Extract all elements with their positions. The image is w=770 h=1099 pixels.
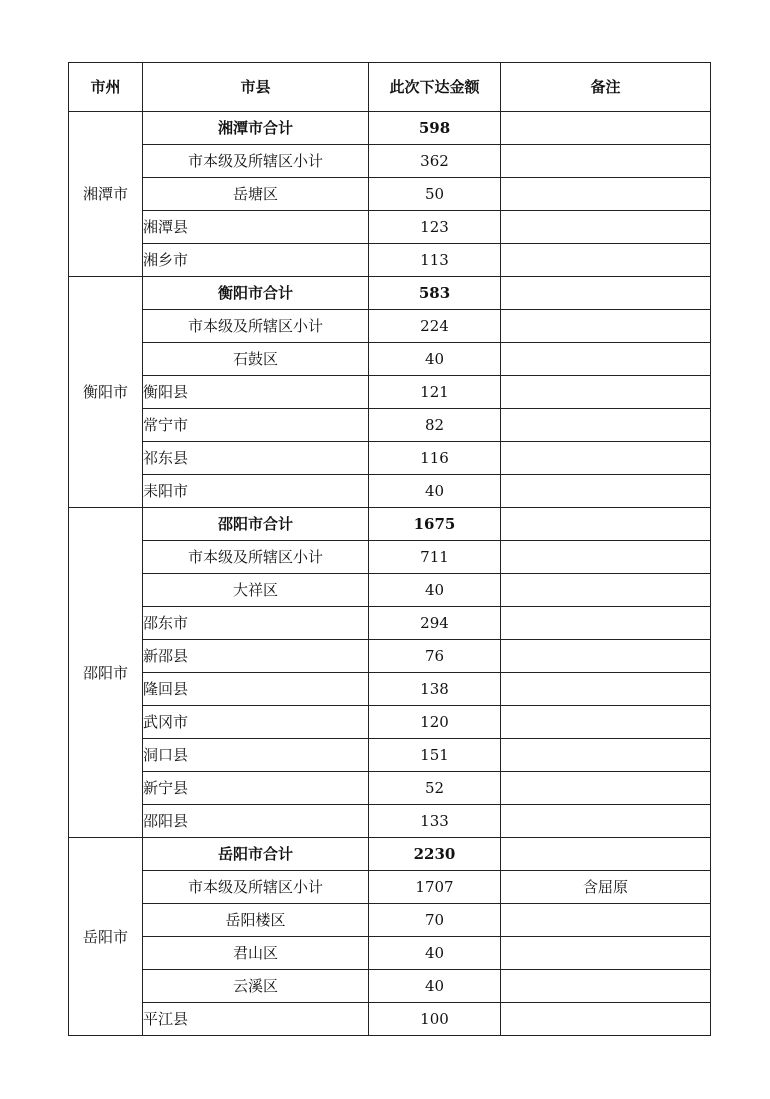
county-cell: 石鼓区 bbox=[143, 343, 369, 376]
amount-cell: 113 bbox=[369, 244, 501, 277]
county-total-cell: 湘潭市合计 bbox=[143, 112, 369, 145]
table-row bbox=[69, 112, 711, 145]
county-cell: 市本级及所辖区小计 bbox=[143, 310, 369, 343]
note-cell bbox=[501, 673, 711, 706]
county-cell: 新宁县 bbox=[143, 772, 369, 805]
table-row bbox=[69, 145, 711, 178]
table-row bbox=[69, 343, 711, 376]
note-cell bbox=[501, 574, 711, 607]
amount-cell: 294 bbox=[369, 607, 501, 640]
county-cell: 平江县 bbox=[143, 1003, 369, 1036]
county-cell: 市本级及所辖区小计 bbox=[143, 541, 369, 574]
county-cell: 君山区 bbox=[143, 937, 369, 970]
table-row bbox=[69, 409, 711, 442]
amount-cell: 123 bbox=[369, 211, 501, 244]
note-cell bbox=[501, 178, 711, 211]
amount-cell: 116 bbox=[369, 442, 501, 475]
amount-cell: 100 bbox=[369, 1003, 501, 1036]
note-cell bbox=[501, 211, 711, 244]
city-cell: 岳阳市 bbox=[69, 838, 143, 1036]
table-row bbox=[69, 838, 711, 871]
county-cell: 岳阳楼区 bbox=[143, 904, 369, 937]
header-note: 备注 bbox=[501, 63, 711, 112]
county-cell: 湘乡市 bbox=[143, 244, 369, 277]
amount-cell: 138 bbox=[369, 673, 501, 706]
county-cell: 新邵县 bbox=[143, 640, 369, 673]
note-cell bbox=[501, 970, 711, 1003]
amount-cell: 40 bbox=[369, 475, 501, 508]
amount-cell: 2230 bbox=[369, 838, 501, 871]
table-row bbox=[69, 805, 711, 838]
note-cell bbox=[501, 112, 711, 145]
county-total-cell: 岳阳市合计 bbox=[143, 838, 369, 871]
county-cell: 祁东县 bbox=[143, 442, 369, 475]
table-row bbox=[69, 739, 711, 772]
amount-cell: 82 bbox=[369, 409, 501, 442]
amount-cell: 52 bbox=[369, 772, 501, 805]
table-row bbox=[69, 970, 711, 1003]
table-row bbox=[69, 640, 711, 673]
amount-cell: 224 bbox=[369, 310, 501, 343]
table-row bbox=[69, 1003, 711, 1036]
city-cell: 湘潭市 bbox=[69, 112, 143, 277]
header-amount: 此次下达金额 bbox=[369, 63, 501, 112]
note-cell bbox=[501, 607, 711, 640]
table-row bbox=[69, 607, 711, 640]
county-cell: 湘潭县 bbox=[143, 211, 369, 244]
note-cell bbox=[501, 244, 711, 277]
amount-cell: 70 bbox=[369, 904, 501, 937]
header-county: 市县 bbox=[143, 63, 369, 112]
amount-cell: 583 bbox=[369, 277, 501, 310]
table-row bbox=[69, 310, 711, 343]
note-cell bbox=[501, 541, 711, 574]
table-row bbox=[69, 277, 711, 310]
note-cell bbox=[501, 310, 711, 343]
note-cell bbox=[501, 376, 711, 409]
county-cell: 云溪区 bbox=[143, 970, 369, 1003]
note-cell bbox=[501, 904, 711, 937]
amount-cell: 362 bbox=[369, 145, 501, 178]
county-cell: 隆回县 bbox=[143, 673, 369, 706]
note-cell bbox=[501, 475, 711, 508]
table-row bbox=[69, 211, 711, 244]
note-cell bbox=[501, 277, 711, 310]
note-cell bbox=[501, 343, 711, 376]
county-cell: 邵阳县 bbox=[143, 805, 369, 838]
note-cell bbox=[501, 1003, 711, 1036]
amount-cell: 40 bbox=[369, 970, 501, 1003]
city-cell: 衡阳市 bbox=[69, 277, 143, 508]
county-cell: 大祥区 bbox=[143, 574, 369, 607]
amount-cell: 151 bbox=[369, 739, 501, 772]
county-cell: 市本级及所辖区小计 bbox=[143, 145, 369, 178]
county-cell: 武冈市 bbox=[143, 706, 369, 739]
note-cell: 含屈原 bbox=[501, 871, 711, 904]
note-cell bbox=[501, 508, 711, 541]
amount-cell: 76 bbox=[369, 640, 501, 673]
note-cell bbox=[501, 739, 711, 772]
county-cell: 岳塘区 bbox=[143, 178, 369, 211]
amount-cell: 50 bbox=[369, 178, 501, 211]
county-cell: 衡阳县 bbox=[143, 376, 369, 409]
note-cell bbox=[501, 805, 711, 838]
table-row bbox=[69, 574, 711, 607]
note-cell bbox=[501, 937, 711, 970]
table-row bbox=[69, 904, 711, 937]
table-row bbox=[69, 244, 711, 277]
amount-cell: 40 bbox=[369, 574, 501, 607]
table-row bbox=[69, 508, 711, 541]
county-total-cell: 衡阳市合计 bbox=[143, 277, 369, 310]
amount-cell: 121 bbox=[369, 376, 501, 409]
table-row bbox=[69, 937, 711, 970]
table-row bbox=[69, 376, 711, 409]
amount-cell: 40 bbox=[369, 343, 501, 376]
amount-cell: 133 bbox=[369, 805, 501, 838]
table-row bbox=[69, 178, 711, 211]
table-row bbox=[69, 541, 711, 574]
note-cell bbox=[501, 145, 711, 178]
county-cell: 邵东市 bbox=[143, 607, 369, 640]
table-row bbox=[69, 475, 711, 508]
amount-cell: 1675 bbox=[369, 508, 501, 541]
note-cell bbox=[501, 409, 711, 442]
county-cell: 常宁市 bbox=[143, 409, 369, 442]
amount-cell: 598 bbox=[369, 112, 501, 145]
county-total-cell: 邵阳市合计 bbox=[143, 508, 369, 541]
note-cell bbox=[501, 772, 711, 805]
amount-cell: 711 bbox=[369, 541, 501, 574]
note-cell bbox=[501, 640, 711, 673]
city-cell: 邵阳市 bbox=[69, 508, 143, 838]
header-row bbox=[69, 63, 711, 112]
table-body bbox=[69, 112, 711, 1036]
county-cell: 洞口县 bbox=[143, 739, 369, 772]
table-row bbox=[69, 772, 711, 805]
header-city: 市州 bbox=[69, 63, 143, 112]
note-cell bbox=[501, 838, 711, 871]
table-row bbox=[69, 442, 711, 475]
amount-cell: 120 bbox=[369, 706, 501, 739]
note-cell bbox=[501, 706, 711, 739]
amount-cell: 40 bbox=[369, 937, 501, 970]
allocation-table bbox=[68, 62, 711, 1036]
amount-cell: 1707 bbox=[369, 871, 501, 904]
table-row bbox=[69, 871, 711, 904]
county-cell: 市本级及所辖区小计 bbox=[143, 871, 369, 904]
note-cell bbox=[501, 442, 711, 475]
table-row bbox=[69, 706, 711, 739]
county-cell: 耒阳市 bbox=[143, 475, 369, 508]
table-row bbox=[69, 673, 711, 706]
